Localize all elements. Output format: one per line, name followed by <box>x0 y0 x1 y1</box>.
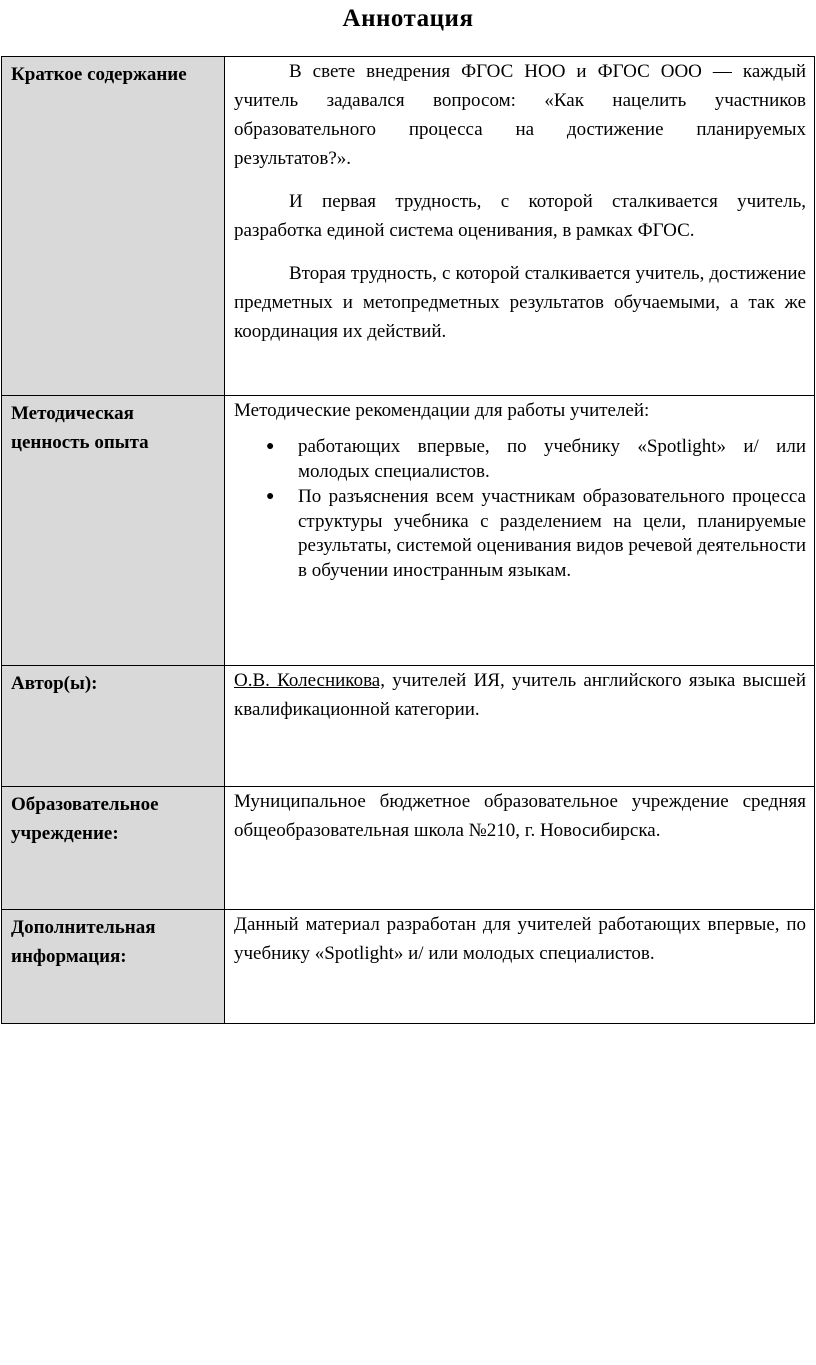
author-text <box>234 666 806 724</box>
additional-info-cell <box>225 910 815 1024</box>
institution-cell <box>225 787 815 910</box>
authors-cell <box>225 666 815 787</box>
bullet-icon: ● <box>266 489 275 504</box>
list-item: ● По разъяснения всем участникам образовательного процесса структуры учебника с разделением на цели, планируемые результаты, системой оценивания видов речевой деятельности в обучении иностранным языкам. <box>266 486 806 581</box>
row-label-summary: Краткое содержание <box>2 57 225 396</box>
row-label-institution: Образовательное учреждение: <box>2 787 225 910</box>
author-name: О.В. Колесникова, <box>234 670 385 691</box>
author-description: учителей ИЯ, учитель английского языка высшей квалификационной категории. <box>234 670 806 720</box>
page-title: Аннотация <box>342 5 474 32</box>
method-value-cell <box>225 396 815 666</box>
annotation-table <box>1 56 815 1024</box>
table-row <box>2 910 815 1024</box>
institution-text: Муниципальное бюджетное образовательное учреждение средняя общеобразовательная школа №210, г. Новосибирска. <box>234 791 806 841</box>
summary-paragraph: В свете внедрения ФГОС НОО и ФГОС ООО — каждый учитель задавался вопросом: «Как нацелить участников образовательного процесса на достижение планируемых результатов?». <box>234 61 806 169</box>
bullet-icon: ● <box>266 439 275 454</box>
summary-cell <box>225 57 815 396</box>
table-row <box>2 57 815 396</box>
table-row <box>2 787 815 910</box>
method-intro: Методические рекомендации для работы учителей: <box>234 400 650 421</box>
table-row <box>2 666 815 787</box>
recommendation-list <box>234 435 806 583</box>
summary-paragraph: Вторая трудность, с которой сталкивается учитель, достижение предметных и метопредметных результатов обучаемыми, а так же координация их действий. <box>234 263 806 342</box>
list-item: ● работающих впервые, по учебнику «Spotlight» и/ или молодых специалистов. <box>266 436 806 482</box>
summary-paragraph: И первая трудность, с которой сталкивается учитель, разработка единой система оценивания, в рамках ФГОС. <box>234 191 806 241</box>
row-label-additional-info: Дополнительная информация: <box>2 910 225 1024</box>
table-row <box>2 396 815 666</box>
row-label-method-value: Методическая ценность опыта <box>2 396 225 666</box>
additional-info-text: Данный материал разработан для учителей работающих впервые, по учебнику «Spotlight» и/ или молодых специалистов. <box>234 914 806 964</box>
row-label-authors: Автор(ы): <box>2 666 225 787</box>
